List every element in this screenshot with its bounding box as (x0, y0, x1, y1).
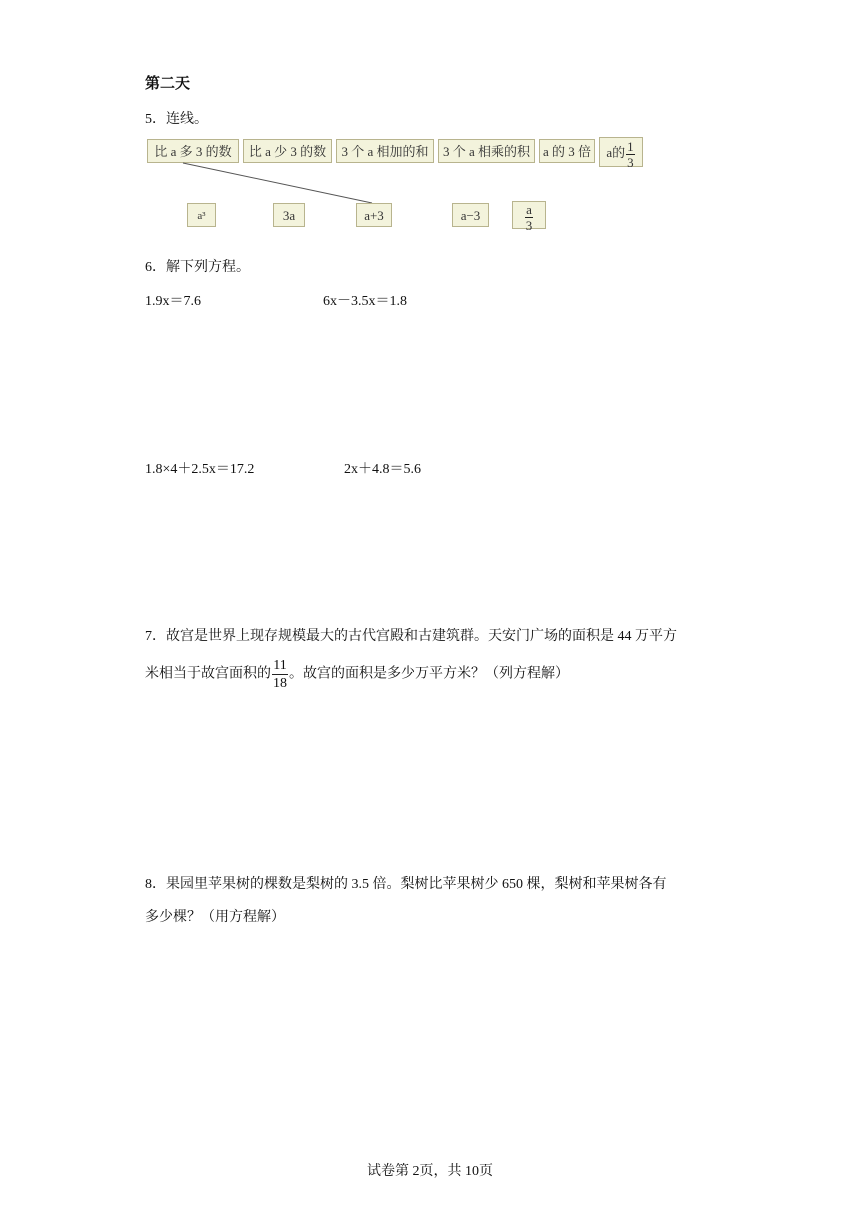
q6-label: 6．解下列方程。 (145, 260, 250, 275)
match-line (183, 163, 372, 203)
q8-line-2: 多少棵？（用方程解） (145, 910, 285, 925)
match-box-bottom-4[interactable]: a−3 (452, 203, 489, 227)
fraction-numerator: a (526, 202, 532, 217)
q8-line-1: 8．果园里苹果树的棵数是梨树的 3.5 倍。梨树比苹果树少 650 棵，梨树和苹果树各有 (145, 877, 667, 892)
fraction-a-third (525, 202, 534, 233)
q7-line-2-suffix: 。故宫的面积是多少万平方米？（列方程解） (289, 666, 569, 682)
match-box-bottom-5[interactable] (512, 201, 546, 233)
match-box-top-1[interactable]: 比 a 多 3 的数 (147, 139, 239, 163)
fraction-denominator: 3 (525, 218, 533, 233)
match-box-top-4[interactable]: 3 个 a 相乘的积 (438, 139, 535, 163)
equation-3: 1.8×4＋2.5x＝17.2 (145, 462, 255, 477)
fraction-numerator: 11 (273, 658, 287, 673)
equation-2: 6x－3.5x＝1.8 (323, 294, 407, 309)
q7-line-1: 7．故宫是世界上现存规模最大的古代宫殿和古建筑群。天安门广场的面积是 44 万平方 (145, 629, 677, 644)
match-box-bottom-3[interactable]: a+3 (356, 203, 392, 227)
equation-1: 1.9x＝7.6 (145, 294, 201, 309)
fraction-denominator: 18 (273, 676, 287, 691)
fraction-numerator: 1 (627, 138, 634, 154)
q7-line-2-prefix: 米相当于故宫面积的 (145, 666, 271, 682)
page-footer: 试卷第 2页，共 10页 (367, 1164, 493, 1179)
box-prefix: a的 (606, 145, 626, 160)
fraction-eleven-eighteenths (272, 657, 288, 692)
equation-4: 2x＋4.8＝5.6 (344, 462, 421, 477)
match-box-bottom-1[interactable]: a³ (187, 203, 216, 227)
match-box-top-5[interactable]: a 的 3 倍 (539, 139, 595, 163)
match-box-bottom-2[interactable]: 3a (273, 203, 305, 227)
q5-label: 5．连线。 (145, 112, 208, 127)
fraction-denominator: 3 (627, 154, 634, 170)
day-title: 第二天 (145, 76, 191, 92)
q7-line-2 (145, 657, 569, 692)
match-box-top-2[interactable]: 比 a 少 3 的数 (243, 139, 332, 163)
match-box-top-3[interactable]: 3 个 a 相加的和 (336, 139, 434, 163)
